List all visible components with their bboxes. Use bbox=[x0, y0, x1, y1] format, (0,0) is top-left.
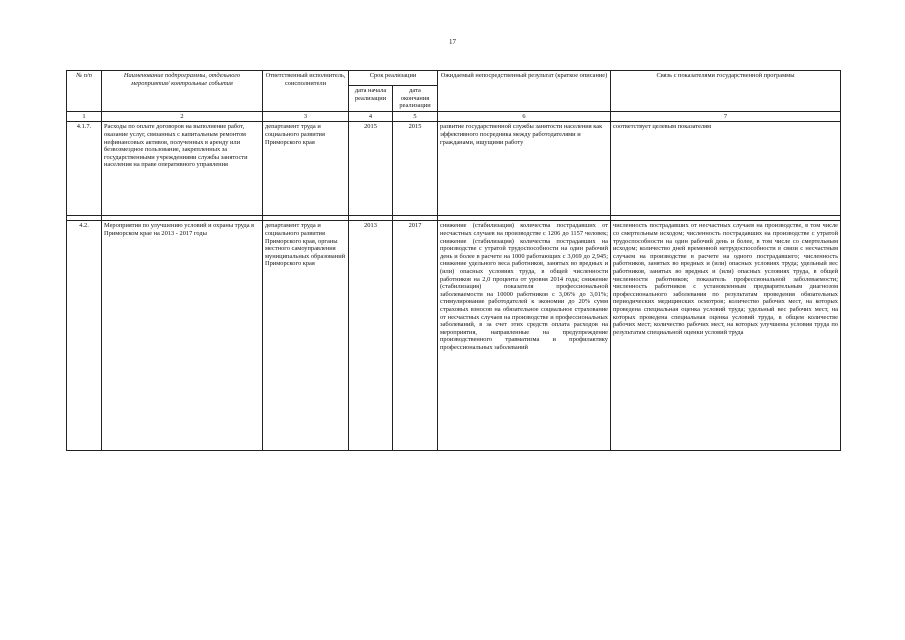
row-result: развитие государственной службы занятости населения как эффективного посредника между работодателями и гражданами, ищущими работу bbox=[438, 122, 611, 216]
header-result: Ожидаемый непосредственный результат (краткое описание) bbox=[438, 71, 611, 112]
row-end: 2017 bbox=[393, 221, 438, 451]
row-start: 2013 bbox=[349, 221, 393, 451]
col-index-4: 4 bbox=[349, 111, 393, 122]
header-name: Наименование подпрограммы, отдельного мероприятия/ контрольные события bbox=[102, 71, 263, 112]
header-end: дата окончания реализации bbox=[393, 86, 438, 112]
table-row bbox=[67, 122, 841, 216]
col-index-7: 7 bbox=[611, 111, 841, 122]
row-executor: департамент труда и социального развития Приморского края bbox=[263, 122, 349, 216]
page-number: 17 bbox=[449, 38, 456, 46]
row-name: Мероприятия по улучшению условий и охраны труда в Приморском крае на 2013 - 2017 годы bbox=[102, 221, 263, 451]
row-result: снижение (стабилизация) количества пострадавших от несчастных случаев на производстве с 1206 до 1157 человек; снижение (стабилизация) количества пострадавших на производстве с утратой трудоспособности на один рабочий день и более в расчете на 1000 работающих с 3,069 до 2,945; снижение удельного веса работников, занятых во вредных и (или) опасных условиях труда, в общей численности работников на 2,0 процента от уровня 2014 года; снижение (стабилизация) показателя профессиональной заболеваемости на 10000 работников с 3,06% до 3,01%; стимулирование работодателей к экономии до 20% сумм страховых взносов на обязательное социальное страхование от несчастных случаев на производстве и профессиональных заболеваний, в за счет этих средств оплата расходов на мероприятия, направленные на предупреждение производственного травматизма и профилактику профессиональных заболеваний bbox=[438, 221, 611, 451]
header-link: Связь с показателями государственной программы bbox=[611, 71, 841, 112]
header-period: Срок реализации bbox=[349, 71, 438, 86]
header-start: дата начала реализации bbox=[349, 86, 393, 112]
row-num: 4.2. bbox=[67, 221, 102, 451]
program-table bbox=[66, 70, 841, 451]
row-executor: департамент труда и социального развития Приморского края, органы местного самоуправления муниципальных образований Приморского края bbox=[263, 221, 349, 451]
row-num: 4.1.7. bbox=[67, 122, 102, 216]
col-index-1: 1 bbox=[67, 111, 102, 122]
row-link: соответствует целевым показателям bbox=[611, 122, 841, 216]
col-index-5: 5 bbox=[393, 111, 438, 122]
row-name: Расходы по оплате договоров на выполнение работ, оказание услуг, связанных с капитальным ремонтом нефинансовых активов, полученных в аренду или безвозмездное пользование, закрепленных за государственными учреждениями службы занятости населения на праве оперативного управления bbox=[102, 122, 263, 216]
header-executor: Ответственный исполнитель, соисполнители bbox=[263, 71, 349, 112]
row-start: 2015 bbox=[349, 122, 393, 216]
col-index-3: 3 bbox=[263, 111, 349, 122]
col-index-6: 6 bbox=[438, 111, 611, 122]
header-num: № п/п bbox=[67, 71, 102, 112]
col-index-2: 2 bbox=[102, 111, 263, 122]
row-end: 2015 bbox=[393, 122, 438, 216]
row-link: численность пострадавших от несчастных случаев на производстве, в том числе со смертельным исходом; численность пострадавших на производстве с утратой трудоспособности на один рабочий день и более, в том числе со смертельным исходом; количество дней временной нетрудоспособности в связи с несчастным случаем на производстве в расчете на одного пострадавшего; численность работников, занятых во вредных и (или) опасных условиях труда; удельный вес работников, занятых во вредных и (или) опасных условиях труда, в общей численности работников; показатель профессиональной заболеваемости; численность работников с установленным предварительным диагнозом профессионального заболевания по результатам проведения обязательных периодических медицинских осмотров; количество рабочих мест, на которых проведена специальная оценка условий труда; удельный вес рабочих мест, на которых проведена специальная оценка условий труда, в общем количестве рабочих мест; количество рабочих мест, на которых улучшены условия труда по результатам специальной оценки условий труда bbox=[611, 221, 841, 451]
table-row bbox=[67, 221, 841, 451]
